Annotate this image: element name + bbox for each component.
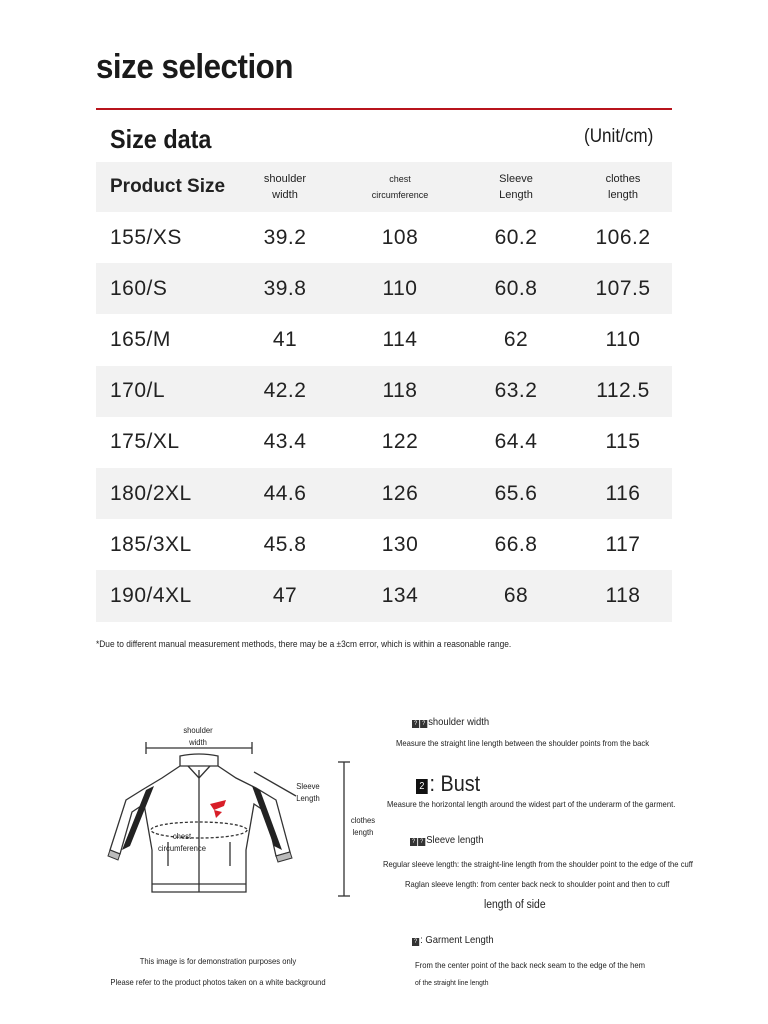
label-line: chest (172, 831, 192, 841)
header-line: shoulder (263, 173, 307, 185)
section-heading: Size data (110, 124, 212, 154)
header-product-size: Product Size (110, 176, 226, 197)
cell-length: 106.2 (595, 225, 651, 249)
cell-length: 107.5 (595, 276, 651, 300)
table-header-row (96, 162, 672, 212)
cell-sleeve: 60.2 (494, 225, 538, 249)
sleeve-length-label (285, 780, 332, 804)
cell-shoulder: 44.6 (263, 481, 307, 505)
heading-text: : Garment Length (420, 934, 494, 946)
cell-sleeve: 68 (503, 583, 529, 607)
header-line: Sleeve (499, 173, 533, 185)
bust-marker-icon: 2 (416, 779, 428, 794)
def-sleeve-text-regular: Regular sleeve length: the straight-line length from the shoulder point to the edge of the cuff (383, 859, 693, 869)
heading-text: : Bust (429, 771, 481, 796)
cell-sleeve: 66.8 (494, 532, 538, 556)
cell-shoulder: 47 (272, 583, 298, 607)
def-sleeve-text-side: length of side (484, 899, 546, 911)
def-garment-heading (412, 934, 494, 946)
header-line: clothes (605, 173, 641, 185)
header-clothes-length (574, 162, 672, 212)
demo-caption: This image is for demonstration purposes only (139, 956, 297, 966)
header-line: Length (499, 189, 533, 201)
marker-icon: ? (412, 720, 419, 728)
cell-length: 112.5 (596, 379, 650, 403)
marker-icon: ? (418, 838, 425, 846)
label-line: width (189, 737, 207, 747)
cell-shoulder: 41 (272, 327, 298, 351)
header-chest-circumference (342, 162, 458, 212)
page-title: size selection (96, 48, 293, 86)
header-line: width (272, 189, 298, 201)
def-bust-heading (416, 771, 480, 797)
marker-icon: ? (410, 838, 417, 846)
cell-length: 110 (605, 327, 641, 351)
header-shoulder-width (228, 162, 342, 212)
def-sleeve-heading (410, 834, 483, 846)
marker-icon: ? (420, 720, 427, 728)
table-row (96, 212, 672, 263)
cell-chest: 108 (381, 225, 419, 249)
cell-size: 160/S (110, 276, 168, 300)
def-shoulder-heading (412, 716, 489, 728)
table-row (96, 263, 672, 314)
cell-size: 190/4XL (110, 583, 192, 607)
cell-size: 185/3XL (110, 532, 192, 556)
cell-sleeve: 64.4 (494, 430, 538, 454)
clothes-length-label (341, 814, 386, 838)
cell-size: 180/2XL (110, 481, 192, 505)
cell-length: 118 (605, 583, 641, 607)
cell-shoulder: 43.4 (263, 430, 307, 454)
garment-diagram (96, 700, 386, 930)
header-line: length (608, 189, 638, 201)
cell-chest: 122 (381, 430, 419, 454)
unit-label: (Unit/cm) (584, 126, 654, 147)
cell-chest: 114 (382, 327, 418, 351)
cell-chest: 134 (381, 583, 419, 607)
cell-chest: 130 (381, 532, 419, 556)
marker-icon: ? (412, 938, 419, 946)
cell-sleeve: 65.6 (494, 481, 538, 505)
cell-size: 155/XS (110, 225, 182, 249)
cell-sleeve: 60.8 (494, 276, 538, 300)
table-row (96, 519, 672, 570)
label-line: circumference (157, 843, 207, 853)
def-sleeve-text-raglan: Raglan sleeve length: from center back neck to shoulder point and then to cuff (405, 879, 670, 889)
cell-chest: 118 (382, 379, 418, 403)
cell-sleeve: 62 (503, 327, 529, 351)
cell-shoulder: 39.8 (263, 276, 307, 300)
label-line: length (352, 827, 374, 837)
title-divider (96, 108, 672, 110)
header-line: circumference (371, 190, 429, 200)
cell-size: 165/M (110, 327, 171, 351)
cell-shoulder: 42.2 (263, 379, 307, 403)
label-line: Sleeve (296, 781, 320, 791)
def-shoulder-text: Measure the straight line length between the shoulder points from the back (396, 738, 650, 748)
measurement-footnote: *Due to different manual measurement methods, there may be a ±3cm error, which is within a reasonable range. (96, 639, 512, 650)
header-sleeve-length (458, 162, 574, 212)
table-row (96, 570, 672, 621)
shoulder-width-label (173, 724, 223, 748)
cell-size: 170/L (110, 379, 166, 403)
cell-chest: 110 (382, 276, 418, 300)
label-line: Length (296, 793, 320, 803)
table-row (96, 366, 672, 417)
table-row (96, 468, 672, 519)
cell-length: 115 (605, 430, 641, 454)
table-row (96, 417, 672, 468)
def-garment-text-2: of the straight line length (415, 978, 489, 987)
size-table (96, 162, 672, 622)
cell-size: 175/XL (110, 430, 180, 454)
cell-chest: 126 (381, 481, 419, 505)
label-line: shoulder (183, 725, 213, 735)
chest-circumference-label (146, 830, 218, 854)
cell-length: 117 (605, 532, 641, 556)
photo-reference-caption: Please refer to the product photos taken on a white background (110, 977, 326, 987)
heading-text: Sleeve length (426, 834, 484, 846)
cell-shoulder: 39.2 (263, 225, 307, 249)
cell-shoulder: 45.8 (263, 532, 307, 556)
heading-text: shoulder width (428, 716, 490, 728)
def-bust-text: Measure the horizontal length around the widest part of the underarm of the garment. (387, 799, 676, 809)
header-line: chest (389, 174, 411, 184)
cell-length: 116 (605, 481, 641, 505)
table-row (96, 314, 672, 365)
cell-sleeve: 63.2 (494, 379, 538, 403)
label-line: clothes (350, 815, 376, 825)
def-garment-text: From the center point of the back neck seam to the edge of the hem (415, 960, 646, 970)
